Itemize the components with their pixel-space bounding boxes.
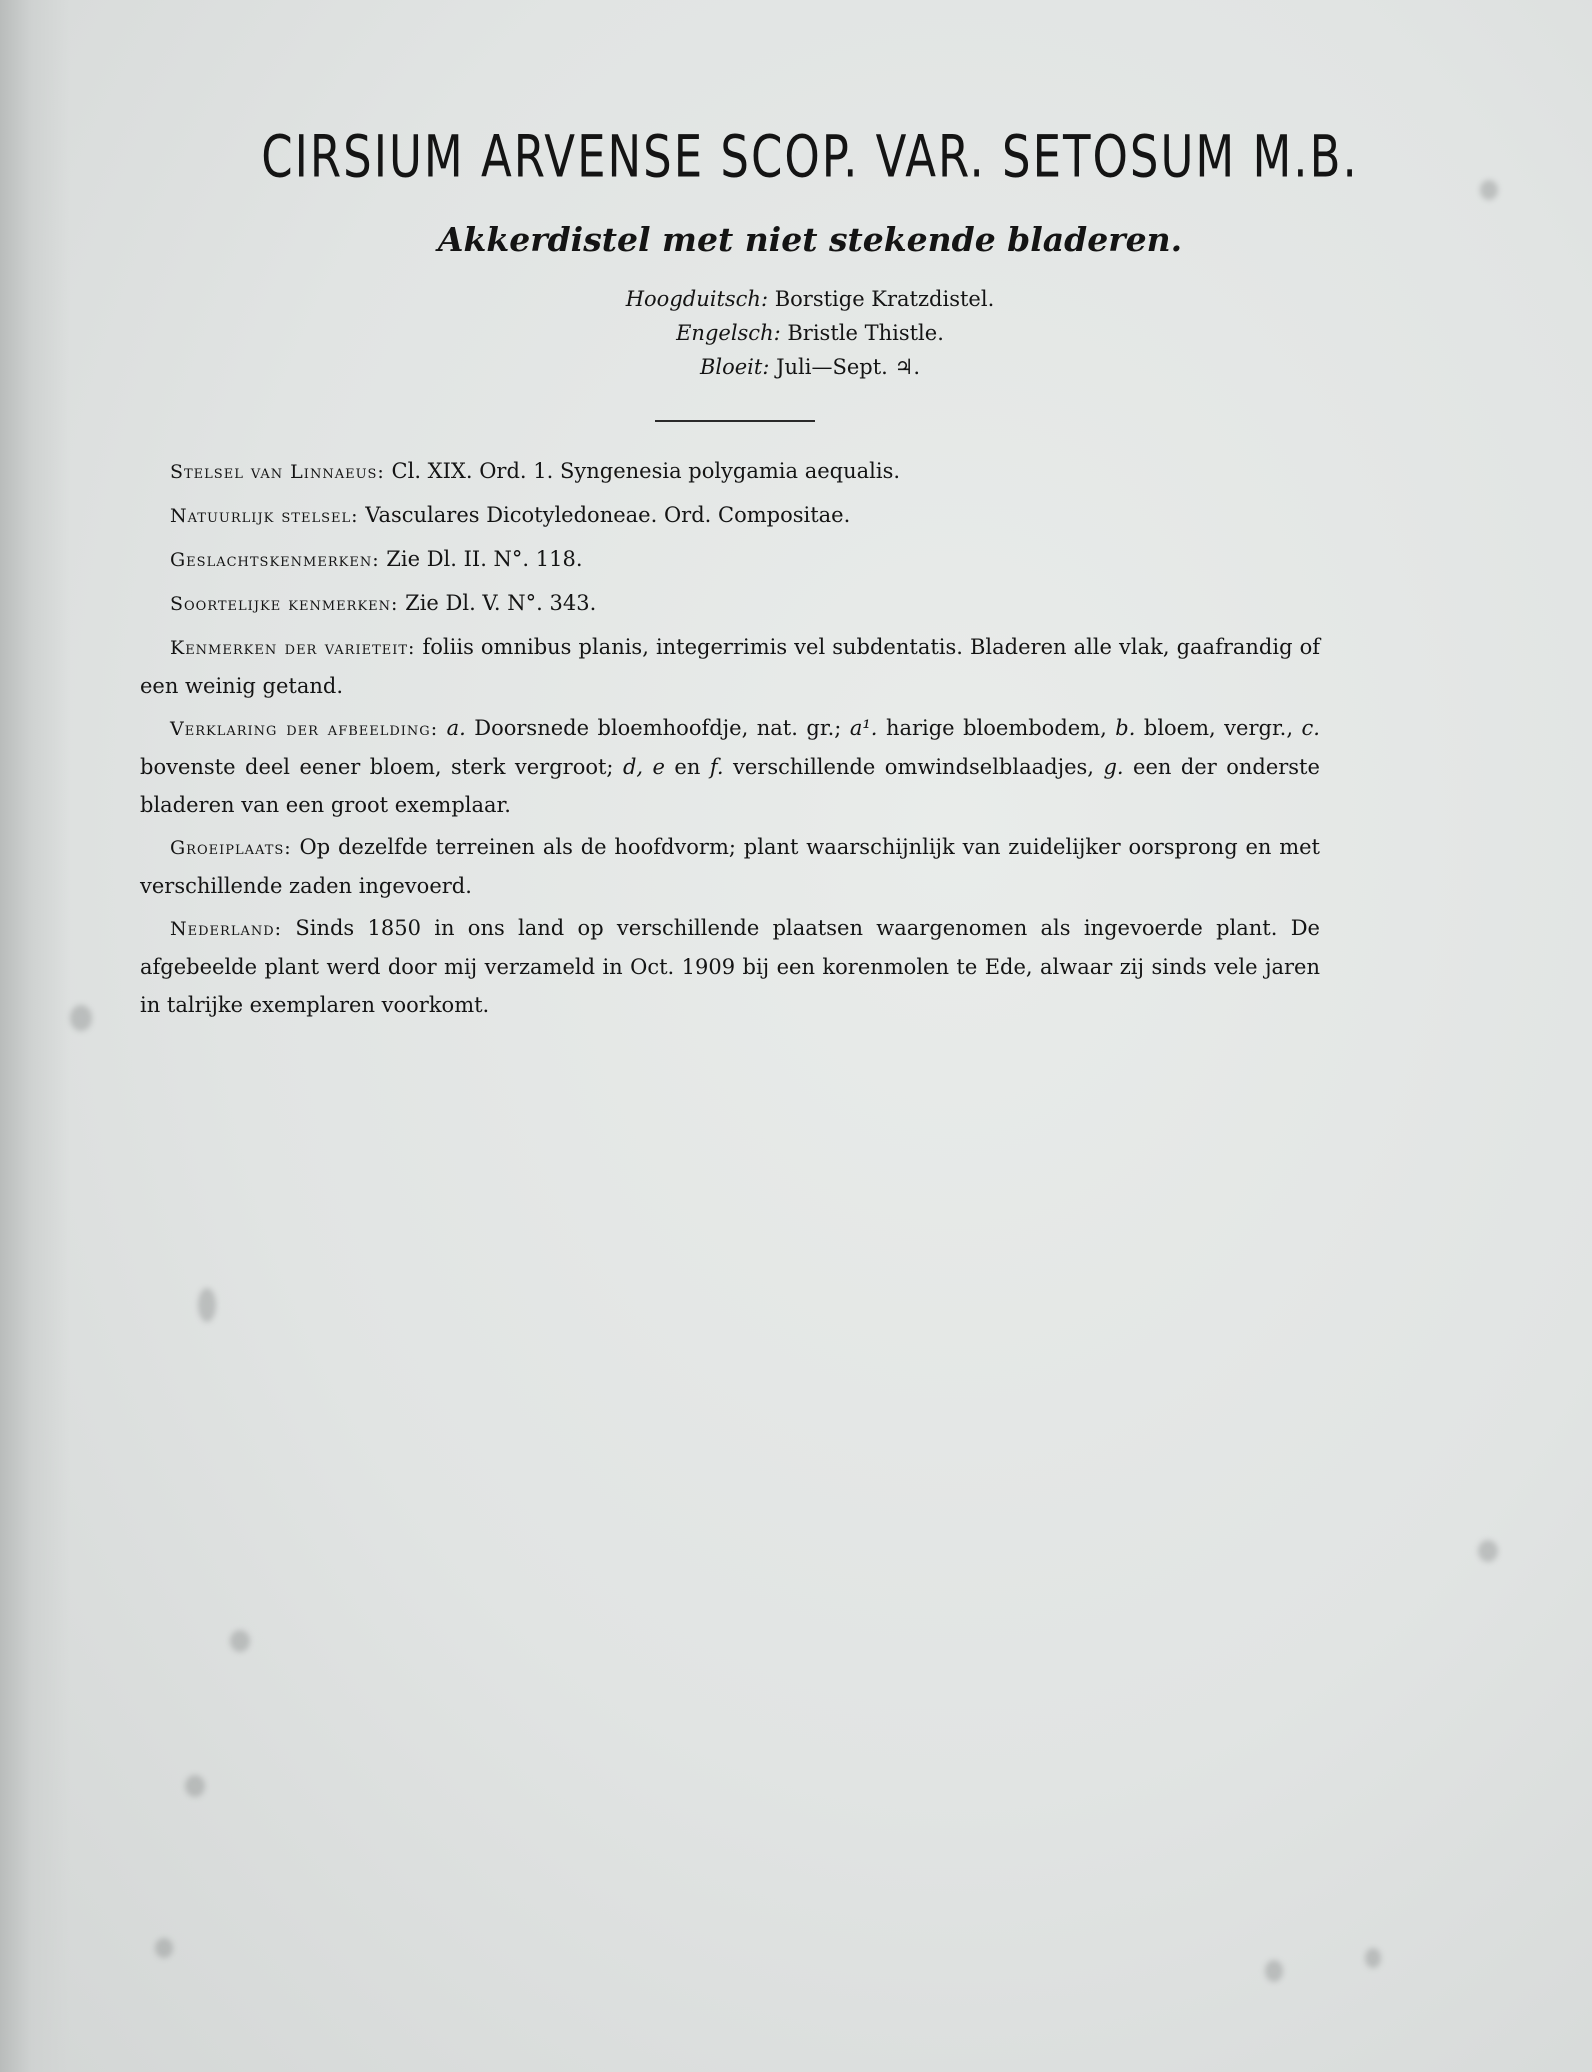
- page-title: CIRSIUM ARVENSE SCOP. VAR. SETOSUM M.B.: [261, 123, 1359, 191]
- legend-key: g.: [1103, 755, 1124, 779]
- legend-text: harige bloembodem,: [885, 716, 1107, 740]
- section-text: foliis omnibus planis, integerrimis vel subdentatis. Bladeren alle vlak, gaafrandig of een weinig getand.: [140, 635, 1320, 698]
- foxing-spot: [185, 1775, 205, 1797]
- legend-text: verschillende omwindselblaadjes,: [732, 755, 1094, 779]
- book-gutter-shadow: [0, 0, 70, 2072]
- name-value: Borstige Kratzdistel.: [774, 287, 995, 311]
- name-row-german: [260, 282, 1360, 316]
- section-label: Nederland:: [170, 918, 283, 940]
- section-text: Cl. XIX. Ord. 1. Syngenesia polygamia aequalis.: [391, 459, 901, 483]
- legend-key: a.: [446, 716, 466, 740]
- section-netherlands: [140, 909, 1320, 1024]
- legend-key: a¹.: [849, 716, 878, 740]
- section-genus: [140, 540, 1320, 580]
- foxing-spot: [230, 1630, 250, 1652]
- section-label: Kenmerken der varieteit:: [170, 637, 416, 659]
- foxing-spot: [1478, 1540, 1498, 1562]
- section-natural-system: [140, 496, 1320, 536]
- legend-text: een der onderste bladeren van een groot exemplaar.: [140, 755, 1320, 817]
- legend-key: f.: [709, 755, 724, 779]
- name-label: Bloeit:: [699, 355, 770, 379]
- vernacular-names: [260, 282, 1360, 384]
- section-label: Soortelijke kenmerken:: [170, 593, 399, 615]
- section-linnaeus: [140, 452, 1320, 492]
- description-body: [140, 452, 1320, 1028]
- section-habitat: [140, 828, 1320, 905]
- foxing-spot: [1480, 180, 1498, 200]
- section-label: Verklaring der afbeelding:: [170, 718, 439, 740]
- legend-text: Doorsnede bloemhoofdje, nat. gr.;: [474, 716, 842, 740]
- section-text: Op dezelfde terreinen als de hoofdvorm; plant waarschijnlijk van zuidelijker oorsprong en met verschillende zaden ingevoerd.: [140, 835, 1320, 898]
- section-text: Zie Dl. II. N°. 118.: [386, 547, 583, 571]
- section-label: Geslachtskenmerken:: [170, 549, 380, 571]
- section-label: Natuurlijk stelsel:: [170, 505, 359, 527]
- section-variety: [140, 628, 1320, 705]
- legend-key: c.: [1301, 716, 1320, 740]
- section-text: Sinds 1850 in ons land op verschillende plaatsen waargenomen als ingevoerde plant. De afgebeelde plant werd door mij verzameld in Oct. 1909 bij een korenmolen te Ede, alwaar zij sinds vele jaren in talrijke exemplaren voorkomt.: [140, 916, 1320, 1017]
- foxing-spot: [1365, 1948, 1381, 1968]
- name-label: Engelsch:: [676, 321, 781, 345]
- section-text: Zie Dl. V. N°. 343.: [405, 591, 597, 615]
- legend-text: bovenste deel eener bloem, sterk vergroot;: [140, 755, 614, 779]
- name-value: Bristle Thistle.: [787, 321, 944, 345]
- section-text: Vasculares Dicotyledoneae. Ord. Compositae.: [365, 503, 851, 527]
- section-label: Groeiplaats:: [170, 837, 292, 859]
- section-species: [140, 584, 1320, 624]
- foxing-spot: [155, 1938, 173, 1958]
- section-figure-legend: [140, 709, 1320, 824]
- page-subtitle: Akkerdistel met niet stekende bladeren.: [437, 220, 1183, 259]
- name-row-bloom: [260, 350, 1360, 384]
- section-label: Stelsel van Linnaeus:: [170, 461, 385, 483]
- foxing-spot: [1265, 1960, 1283, 1982]
- name-row-english: [260, 316, 1360, 350]
- name-label: Hoogduitsch:: [625, 287, 769, 311]
- foxing-spot: [198, 1288, 216, 1322]
- name-value: Juli—Sept. ♃.: [776, 355, 921, 379]
- legend-key: d, e: [622, 755, 665, 779]
- legend-text: bloem, vergr.,: [1143, 716, 1294, 740]
- divider-rule: [655, 420, 815, 422]
- foxing-spot: [70, 1005, 92, 1031]
- legend-text: en: [674, 755, 701, 779]
- legend-key: b.: [1115, 716, 1136, 740]
